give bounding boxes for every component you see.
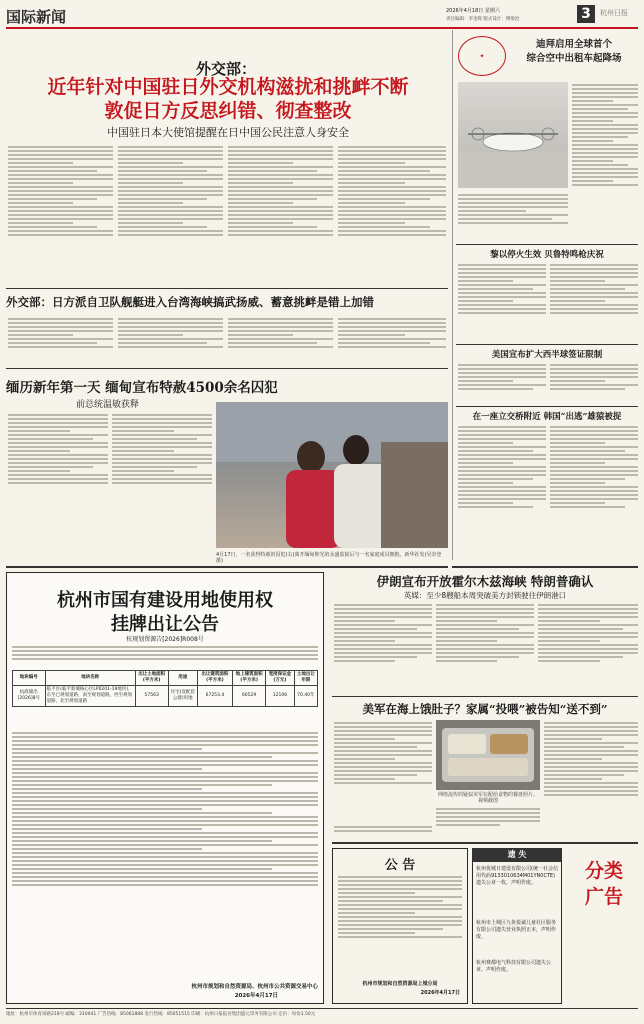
aircraft-photo <box>458 82 568 188</box>
lead-body-col3 <box>228 144 333 284</box>
story2-headline: 外交部：日方派自卫队舰艇进入台湾海峡搞武扬威、蓄意挑衅是错上加错 <box>6 295 374 309</box>
story3-headline: 缅历新年第一天 缅甸宣布特赦4500余名囚犯 <box>6 380 278 396</box>
right-s1-body-2 <box>458 192 568 242</box>
notice-signer: 杭州市规划和自然资源局上城分局 <box>362 981 438 987</box>
story4-body-col1 <box>334 602 432 692</box>
rule <box>6 288 448 289</box>
footer-rule <box>6 1008 638 1009</box>
td-use: 住宅(设配套公建)用地 <box>168 686 197 707</box>
story3-photo <box>216 402 448 548</box>
th-plot-name: 地块名称 <box>45 671 135 686</box>
lead-body-col1 <box>8 144 113 284</box>
right-s1-headline-1: 迪拜启用全球首个 <box>535 39 612 50</box>
story3-body-col1 <box>8 412 108 522</box>
td-plot-name: 临平区(临平新城核心区LP0201-19地块)，东至已规划道路，南至规划道路，西至规划道路，北至规划道路 <box>45 686 135 707</box>
land-table-head <box>13 671 318 686</box>
right-s1-body <box>572 82 638 242</box>
air-taxi-icon <box>458 82 568 188</box>
rule <box>332 842 638 844</box>
rule <box>456 344 638 345</box>
th-deposit: 宽度保证金(万元) <box>266 671 294 686</box>
right-s4-body-2 <box>550 424 638 554</box>
land-ad-doc-no: 杭规划资源告[2026]R008号 <box>126 636 204 643</box>
paper-name: 杭州日报 <box>600 9 628 17</box>
story2-body-col4 <box>338 316 446 364</box>
right-s3-headline: 美国宣布扩大西半球签证限制 <box>491 350 603 360</box>
right-s1-headline-2: 综合空中出租车起降场 <box>526 53 622 64</box>
td-term: 70.40年 <box>294 686 317 707</box>
header-editor: 责任编辑：李金辉 版式设计：傅梁沧 <box>446 17 520 22</box>
land-ad-date: 2026年4月17日 <box>234 993 278 999</box>
th-term: 土地出让年限 <box>294 671 317 686</box>
table-row <box>13 686 318 707</box>
notice-title: 公 告 <box>384 858 416 873</box>
column-divider <box>452 30 453 560</box>
land-ad-title-2: 挂牌出让公告 <box>111 614 219 635</box>
classified-label-2: 广告 <box>584 886 623 908</box>
right-s2-body <box>458 262 546 342</box>
td-area: 57563 <box>135 686 168 707</box>
lost-title: 遗 失 <box>472 848 562 862</box>
header-date: 2026年4月18日 星期六 <box>446 8 500 14</box>
story4-headline: 伊朗宣布开放霍尔木兹海峡 特朗普确认 <box>376 574 594 589</box>
th-area: 出让土地面积(平方米) <box>135 671 168 686</box>
land-ad-table <box>12 670 318 707</box>
header-rule <box>6 27 638 29</box>
th-floor-area: 出让建筑面积(平方米) <box>197 671 232 686</box>
food-tray-icon <box>436 720 540 790</box>
lead-body-col2 <box>118 144 223 284</box>
story3-subhead: 前总统温敏获释 <box>76 400 140 410</box>
story5-body-col1b <box>334 824 432 838</box>
th-use: 用途 <box>168 671 197 686</box>
story4-subhead: 英媒：至少8艘船本周突破美方封锁驶往伊朗港口 <box>403 591 567 600</box>
story2-body-col2 <box>118 316 223 364</box>
td-deposit: 12106 <box>266 686 294 707</box>
story3-body-col2 <box>112 412 212 522</box>
land-ad-title-1: 杭州市国有建设用地使用权 <box>57 590 273 611</box>
land-ad-intro <box>12 644 318 666</box>
td-plot-id: 杭政储出[2026]8号 <box>13 686 46 707</box>
lost-item-1: 杭州优城日建设有限公司(统一社会信用代码9133010634M01YN0CTE)遗失公章一枚，声明作废。 <box>476 866 558 886</box>
right-s4-headline: 在一座立交桥附近 韩国“出逃”雄猿被捉 <box>472 412 622 422</box>
rule <box>6 368 448 369</box>
story4-body-col3 <box>538 602 638 692</box>
rule <box>6 566 448 568</box>
lead-headline-2: 敦促日方反思纠错、彻查整改 <box>104 100 352 122</box>
right-s2-body-2 <box>550 262 638 342</box>
land-ad-terms <box>12 730 318 970</box>
lead-headline-1: 近年针对中国驻日外交机构滋扰和挑衅不断 <box>47 76 409 98</box>
story2-body-col3 <box>228 316 333 364</box>
th-above-ground: 地上建筑面积(平方米) <box>233 671 266 686</box>
lead-kicker: 外交部： <box>196 60 257 78</box>
th-plot-id: 地块编号 <box>13 671 46 686</box>
story5-body-col2 <box>436 806 540 838</box>
lost-item-3: 杭州赛都电气科技有限公司遗失公章，声明作废。 <box>476 960 552 973</box>
rule <box>456 406 638 407</box>
embrace-photo-icon <box>216 402 448 548</box>
rule <box>332 696 638 697</box>
story4-body-col2 <box>436 602 534 692</box>
land-ad-signer: 杭州市规划和自然资源局、杭州市公共资源交易中心 <box>191 984 318 990</box>
notice-date: 2026年4月17日 <box>420 990 460 996</box>
rule <box>456 244 638 245</box>
notice-body <box>338 874 462 974</box>
section-title: 国际新闻 <box>6 8 67 26</box>
lost-item-2: 杭州市上城区九鱼悦诚儿童社区服务有限公司遗失营业执照正本，声明作废。 <box>476 920 557 940</box>
right-s2-headline: 黎以停火生效 贝鲁特鸣枪庆祝 <box>490 250 604 260</box>
right-s3-body <box>458 362 546 404</box>
story5-caption: 网络流传的疑似美军在配给食物的餐盘照片。视频截图 <box>437 792 538 804</box>
td-above-ground: 60529 <box>233 686 266 707</box>
footer-text: 地址：杭州市体育场路218号 邮编：310041 广告热线：85061888 发行热线：85051515 印刷：杭州日报报业集团盛元印务有限公司 定价：每份1.50元 <box>6 1012 316 1017</box>
right-s3-body-2 <box>550 362 638 404</box>
story5-photo <box>436 720 540 790</box>
story2-body-col1 <box>8 316 113 364</box>
dubai-logo: ✦ <box>458 36 506 76</box>
lead-subhead: 中国驻日本大使馆提醒在日中国公民注意人身安全 <box>107 126 349 139</box>
td-floor-area: 67253.4 <box>197 686 232 707</box>
story5-headline: 美军在海上饿肚子？家属“投喂”被告知“送不到” <box>362 702 608 716</box>
classified-label-1: 分类 <box>584 860 623 882</box>
page-number: 3 <box>577 5 595 23</box>
story5-body-col3 <box>544 720 638 838</box>
lead-body-col4 <box>338 144 446 284</box>
right-s4-body <box>458 424 546 554</box>
story3-caption: 4月17日，一名获得特赦的囚犯(右)离开缅甸仰光的永盛监狱后与一名家庭成员拥抱。新华社发(吴奈登 摄) <box>216 552 442 564</box>
story5-body-col1 <box>334 720 432 820</box>
rule <box>452 566 638 568</box>
